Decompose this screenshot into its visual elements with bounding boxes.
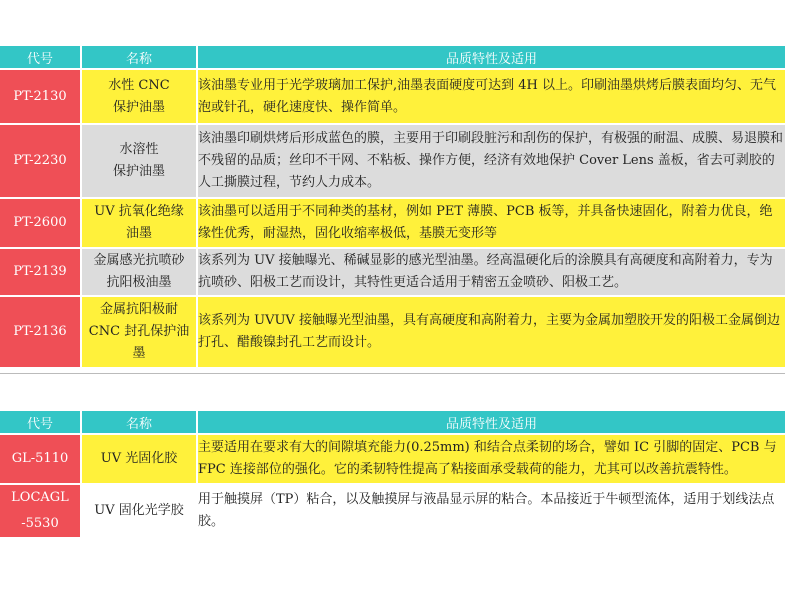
product-name: 金属抗阳极耐 CNC 封孔保护油 墨 bbox=[82, 297, 198, 369]
table-row bbox=[0, 249, 785, 297]
ink-products-table bbox=[0, 46, 785, 369]
product-name: UV 抗氧化绝缘 油墨 bbox=[82, 199, 198, 249]
product-code: LOCAGL -5530 bbox=[0, 485, 82, 539]
header-desc: 品质特性及适用 bbox=[198, 46, 785, 70]
product-desc: 主要适用在要求有大的间隙填充能力(0.25mm) 和结合点柔韧的场合，譬如 IC 引脚的固定、PCB 与 FPC 连接部位的强化。它的柔韧特性提高了粘接面承受载荷的能力，尤其可以改善抗震特性。 bbox=[198, 435, 785, 485]
product-code: GL-5110 bbox=[0, 435, 82, 485]
product-code: PT-2600 bbox=[0, 199, 82, 249]
table-row bbox=[0, 199, 785, 249]
header-desc: 品质特性及适用 bbox=[198, 411, 785, 435]
product-desc: 该油墨可以适用于不同种类的基材，例如 PET 薄膜、PCB 板等，并具备快速固化，附着力优良，绝缘性优秀，耐湿热，固化收缩率极低，基膜无变形等 bbox=[198, 199, 785, 249]
product-name: 水溶性 保护油墨 bbox=[82, 125, 198, 199]
product-code: PT-2136 bbox=[0, 297, 82, 369]
table-row bbox=[0, 297, 785, 369]
table-row bbox=[0, 435, 785, 485]
product-desc: 该系列为 UV 接触曝光、稀碱显影的感光型油墨。经高温硬化后的涂膜具有高硬度和高附着力，专为抗喷砂、阳极工艺而设计，其特性更适合适用于精密五金喷砂、阳极工艺。 bbox=[198, 249, 785, 297]
product-desc: 用于触摸屏（TP）粘合，以及触摸屏与液晶显示屏的粘合。本品接近于牛顿型流体，适用于划线法点胶。 bbox=[198, 485, 785, 539]
table-row bbox=[0, 125, 785, 199]
table-header-row bbox=[0, 411, 785, 435]
product-desc: 该油墨专业用于光学玻璃加工保护,油墨表面硬度可达到 4H 以上。印刷油墨烘烤后膜表面均匀、无气泡或针孔，硬化速度快、操作简单。 bbox=[198, 70, 785, 125]
product-code: PT-2130 bbox=[0, 70, 82, 125]
product-desc: 该油墨印刷烘烤后形成蓝色的膜，主要用于印刷段脏污和刮伤的保护，有极强的耐温、成膜、易退膜和不残留的品质；丝印不干网、不粘板、操作方便，经济有效地保护 Cover Lens 盖板，省去可剥胶的人工撕膜过程，节约人力成本。 bbox=[198, 125, 785, 199]
table-header-row bbox=[0, 46, 785, 70]
section-divider bbox=[0, 373, 785, 374]
header-name: 名称 bbox=[82, 411, 198, 435]
product-name: UV 固化光学胶 bbox=[82, 485, 198, 539]
table-row bbox=[0, 485, 785, 539]
product-name: UV 光固化胶 bbox=[82, 435, 198, 485]
product-name: 水性 CNC 保护油墨 bbox=[82, 70, 198, 125]
header-code: 代号 bbox=[0, 46, 82, 70]
table-row bbox=[0, 70, 785, 125]
header-code: 代号 bbox=[0, 411, 82, 435]
product-desc: 该系列为 UVUV 接触曝光型油墨，具有高硬度和高附着力，主要为金属加塑胶开发的阳极工金属倒边打孔、醋酸镍封孔工艺而设计。 bbox=[198, 297, 785, 369]
product-name: 金属感光抗喷砂 抗阳极油墨 bbox=[82, 249, 198, 297]
product-code: PT-2139 bbox=[0, 249, 82, 297]
product-code: PT-2230 bbox=[0, 125, 82, 199]
adhesive-products-table bbox=[0, 411, 785, 539]
header-name: 名称 bbox=[82, 46, 198, 70]
